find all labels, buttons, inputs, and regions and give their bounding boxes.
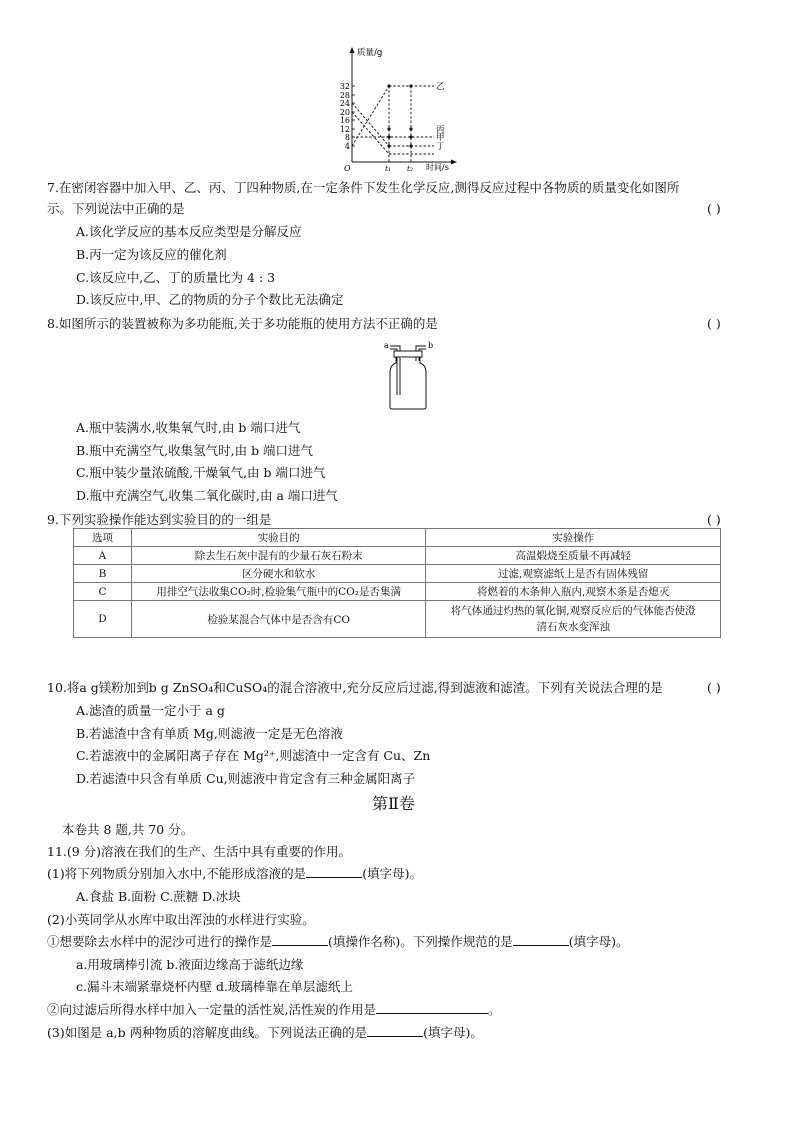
header-purpose: 实验目的 <box>131 529 426 547</box>
q11-part1-text: (1)将下列物质分别加入水中,不能形成溶液的是 <box>47 866 307 881</box>
q11-part3-suffix: (填字母)。 <box>423 1025 483 1040</box>
q11-part2-1-blank-op[interactable] <box>272 933 328 946</box>
y-tick-32: 32 <box>339 82 350 91</box>
q10-option-d: D.若滤渣中只含有单质 Cu,则滤液中肯定含有三种金属阳离子 <box>76 771 416 786</box>
q11-part1 <box>47 864 422 882</box>
q10-answer-paren: ( ) <box>707 680 721 695</box>
q7-option-c: C.该反应中,乙、丁的质量比为 4 : 3 <box>76 270 276 285</box>
y-tick-12: 12 <box>339 125 350 134</box>
q8-answer-paren: ( ) <box>707 316 721 331</box>
y-tick-28: 28 <box>339 91 350 100</box>
x-tick-t1: t₁ <box>385 164 392 173</box>
q11-part2-ops-cd: c.漏斗末端紧靠烧杯内壁 d.玻璃棒靠在单层滤纸上 <box>76 979 353 994</box>
header-operation: 实验操作 <box>426 529 721 547</box>
q9-stem: 9.下列实验操作能达到实验目的的一组是 <box>47 512 272 527</box>
row-d-purpose: 检验某混合气体中是否含有CO <box>131 601 426 638</box>
q11-part2-1-text: ①想要除去水样中的泥沙可进行的操作是 <box>47 934 273 949</box>
q11-part2-1-suffix: (填字母)。 <box>568 934 629 949</box>
q11-part1-suffix: (填字母)。 <box>362 866 422 881</box>
row-c-operation: 将燃着的木条伸入瓶内,观察木条是否熄灭 <box>426 583 721 601</box>
y-tick-4: 4 <box>344 142 350 151</box>
table-row <box>74 583 721 601</box>
multi-function-bottle-figure <box>380 339 436 411</box>
y-tick-20: 20 <box>339 108 350 117</box>
q8-option-d: D.瓶中充满空气,收集二氧化碳时,由 a 端口进气 <box>76 488 338 503</box>
q8-option-b: B.瓶中充满空气,收集氢气时,由 b 端口进气 <box>76 443 314 458</box>
section-ii-title: 第Ⅱ卷 <box>372 794 415 813</box>
q11-part2-1 <box>47 932 629 950</box>
graph-x-label: 时间/s <box>426 163 449 172</box>
table-row <box>74 547 721 565</box>
series-label-jia: 甲 <box>436 133 445 143</box>
table-row <box>74 601 721 638</box>
q7-answer-paren: ( ) <box>707 201 721 216</box>
q11-part1-blank[interactable] <box>306 865 362 878</box>
y-tick-16: 16 <box>339 116 350 125</box>
row-d-operation-line1: 将气体通过灼热的氧化铜,观察反应后的气体能否使澄 <box>450 605 696 617</box>
graph-origin: O <box>344 164 351 173</box>
q11-part2-2 <box>47 1000 501 1018</box>
row-b-operation: 过滤,观察滤纸上是否有固体残留 <box>426 565 721 583</box>
q11-part2-ops-ab: a.用玻璃棒引流 b.液面边缘高于滤纸边缘 <box>76 957 304 972</box>
q10-stem: 10.将a g镁粉加到b g ZnSO₄和CuSO₄的混合溶液中,充分反应后过滤,得到滤液和滤渣。下列有关说法合理的是 <box>47 680 663 695</box>
q11-part1-options: A.食盐 B.面粉 C.蔗糖 D.冰块 <box>76 889 241 904</box>
y-tick-24: 24 <box>339 99 350 108</box>
x-tick-t2: t₂ <box>407 164 414 173</box>
q7-option-a: A.该化学反应的基本反应类型是分解反应 <box>76 224 302 239</box>
q10-option-b: B.若滤渣中含有单质 Mg,则滤液一定是无色溶液 <box>76 726 343 741</box>
row-c-option: C <box>74 583 132 601</box>
q7-stem-line1: 7.在密闭容器中加入甲、乙、丙、丁四种物质,在一定条件下发生化学反应,测得反应过程中各物质的质量变化如图所 <box>47 180 680 195</box>
q8-stem: 8.如图所示的装置被称为多功能瓶,关于多功能瓶的使用方法不正确的是 <box>47 316 438 331</box>
row-d-operation <box>426 601 721 638</box>
mass-time-graph <box>330 44 460 176</box>
row-c-purpose: 用排空气法收集CO₂时,检验集气瓶中的CO₂是否集满 <box>131 583 426 601</box>
q8-option-c: C.瓶中装少量浓硫酸,干燥氧气,由 b 端口进气 <box>76 465 326 480</box>
q7-option-d: D.该反应中,甲、乙的物质的分子个数比无法确定 <box>76 292 344 307</box>
row-b-option: B <box>74 565 132 583</box>
q11-part3-text: (3)如图是 a,b 两种物质的溶解度曲线。下列说法正确的是 <box>47 1025 368 1040</box>
row-d-operation-line2: 清石灰水变浑浊 <box>536 621 610 633</box>
q10-option-a: A.滤渣的质量一定小于 a g <box>76 703 225 718</box>
section-ii-intro: 本卷共 8 题,共 70 分。 <box>62 822 194 837</box>
row-a-purpose: 除去生石灰中混有的少量石灰石粉末 <box>131 547 426 565</box>
q11-part2-2-suffix: 。 <box>487 1002 501 1017</box>
series-label-bing: 丙 <box>436 125 445 135</box>
q7-option-b: B.丙一定为该反应的催化剂 <box>76 247 227 262</box>
row-d-option: D <box>74 601 132 638</box>
series-label-ding: 丁 <box>436 142 445 152</box>
q7-stem-line2: 示。下列说法中正确的是 <box>47 201 185 216</box>
q10-option-c: C.若滤液中的金属阳离子存在 Mg²⁺,则滤渣中一定含有 Cu、Zn <box>76 748 431 763</box>
q9-experiment-table <box>73 528 721 638</box>
q11-part3-blank[interactable] <box>367 1024 423 1037</box>
q11-part2-2-text: ②向过滤后所得水样中加入一定量的活性炭,活性炭的作用是 <box>47 1002 376 1017</box>
table-row <box>74 565 721 583</box>
q11-part3 <box>47 1023 483 1041</box>
q8-option-a: A.瓶中装满水,收集氧气时,由 b 端口进气 <box>76 420 301 435</box>
series-label-yi: 乙 <box>436 82 445 92</box>
header-option: 选项 <box>74 529 132 547</box>
q11-part2-1-mid: (填操作名称)。下列操作规范的是 <box>328 934 513 949</box>
q11-part2-1-blank-letter[interactable] <box>513 933 569 946</box>
bottle-port-a-label: a <box>384 341 389 350</box>
table-header-row <box>74 529 721 547</box>
row-a-operation: 高温煅烧至质量不再减轻 <box>426 547 721 565</box>
graph-y-label: 质量/g <box>357 48 383 58</box>
bottle-port-b-label: b <box>428 341 434 350</box>
q11-part2-2-blank[interactable] <box>376 1001 488 1014</box>
q9-answer-paren: ( ) <box>707 512 721 527</box>
y-tick-8: 8 <box>344 133 350 142</box>
q11-stem: 11.(9 分)溶液在我们的生产、生活中具有重要的作用。 <box>47 844 352 859</box>
row-a-option: A <box>74 547 132 565</box>
q11-part2: (2)小英同学从水库中取出浑浊的水样进行实验。 <box>47 912 315 927</box>
row-b-purpose: 区分硬水和软水 <box>131 565 426 583</box>
